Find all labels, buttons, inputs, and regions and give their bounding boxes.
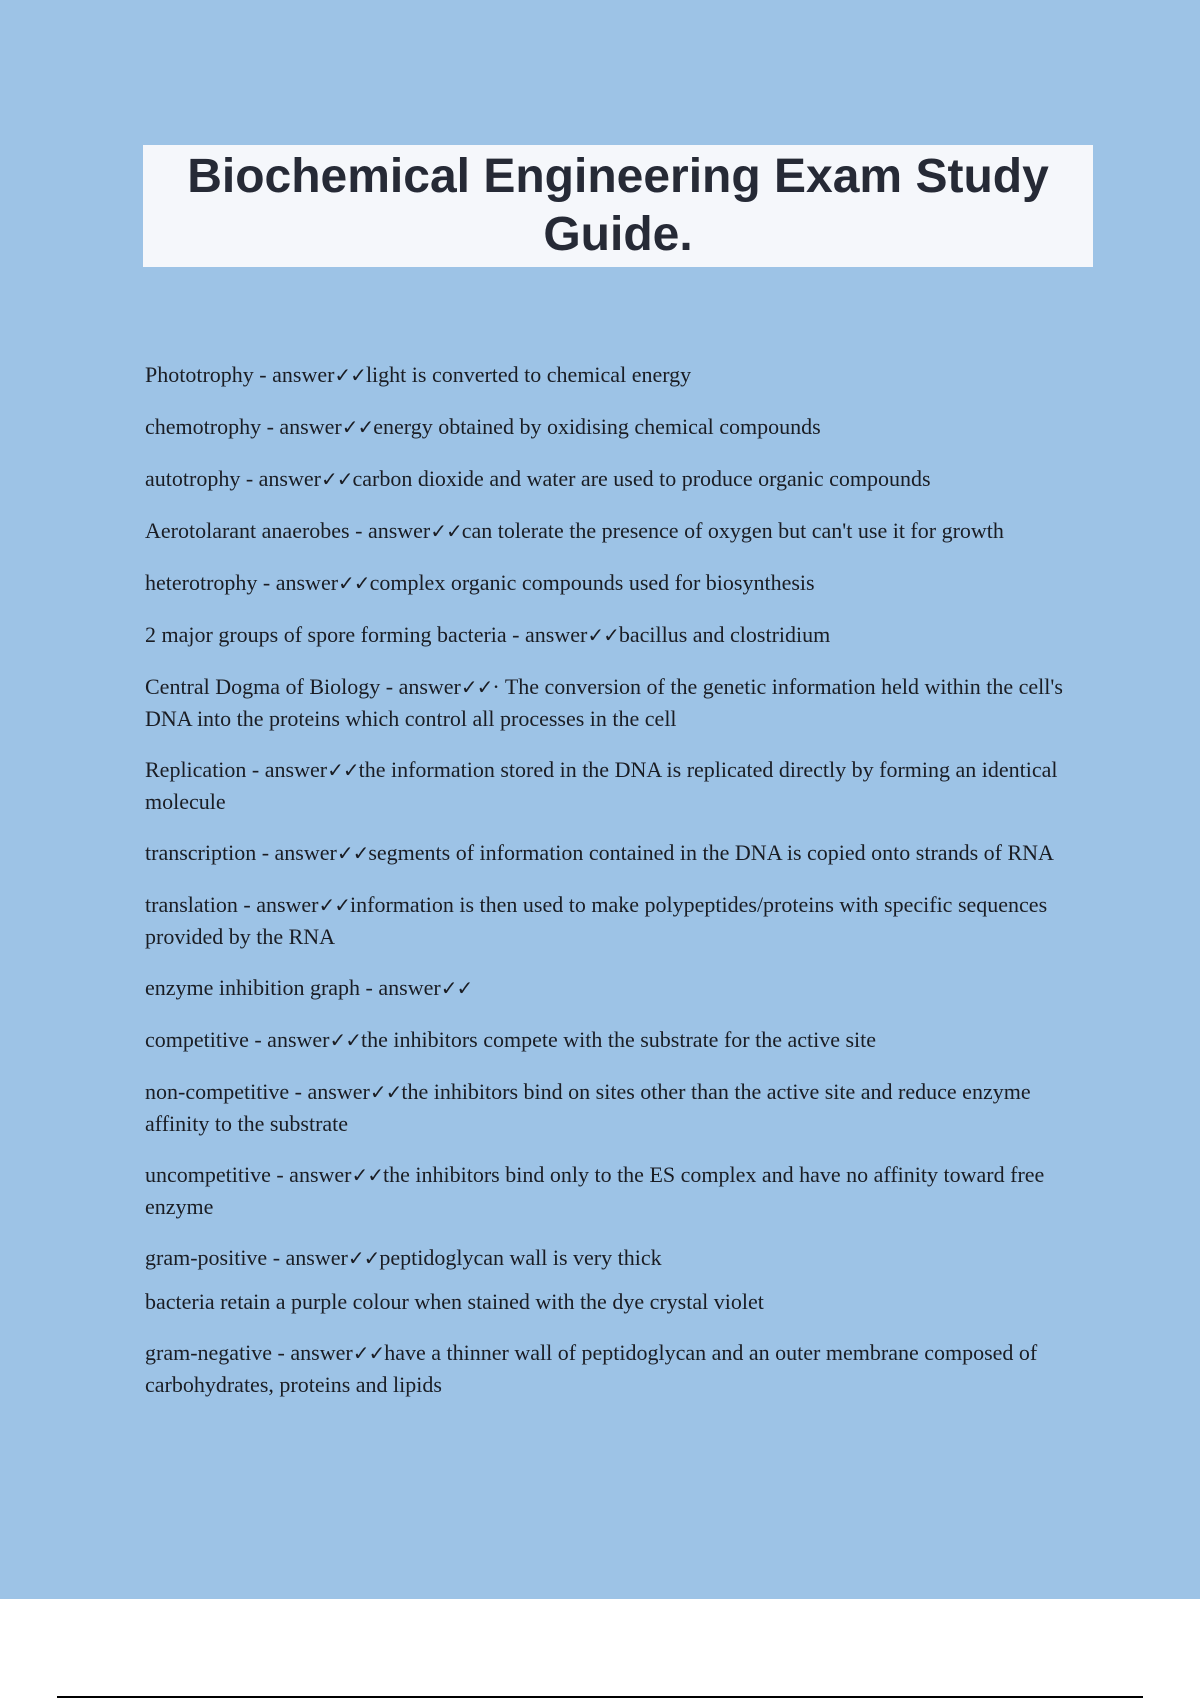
entry-chemotrophy	[145, 411, 1080, 443]
entry-term: gram-positive - answer	[145, 1245, 348, 1270]
title-box	[143, 145, 1093, 267]
entry-replication	[145, 754, 1080, 817]
double-check-icon: ✓✓	[352, 1341, 385, 1365]
double-check-icon: ✓✓	[369, 1080, 402, 1104]
double-check-icon: ✓✓	[318, 893, 351, 917]
entry-aerotolerant-anaerobes	[145, 515, 1080, 547]
entry-competitive	[145, 1024, 1080, 1056]
entry-transcription	[145, 837, 1080, 869]
entry-enzyme-inhibition-graph	[145, 972, 1080, 1004]
entry-definition: the inhibitors compete with the substrate for the active site	[361, 1027, 877, 1052]
entry-definition: carbon dioxide and water are used to produce organic compounds	[352, 466, 931, 491]
entry-spore-forming-bacteria	[145, 619, 1080, 651]
entry-term: Phototrophy - answer	[145, 362, 335, 387]
double-check-icon: ✓✓	[341, 415, 374, 439]
entry-term: uncompetitive - answer	[145, 1162, 352, 1187]
double-check-icon: ✓✓	[334, 363, 366, 387]
entry-definition: energy obtained by oxidising chemical compounds	[373, 414, 821, 439]
entry-definition: the information stored in the DNA is replicated directly by forming an identical molecule	[145, 757, 1058, 814]
entry-definition: have a thinner wall of peptidoglycan and an outer membrane composed of carbohydrates, proteins and lipids	[145, 1340, 1038, 1397]
double-check-icon: ✓✓	[460, 675, 493, 699]
double-check-icon: ✓✓	[320, 467, 353, 491]
entry-definition: · The conversion of the genetic information held within the cell's DNA into the proteins which control all processes in the cell	[145, 674, 1063, 731]
double-check-icon: ✓✓	[336, 841, 369, 865]
entry-term: 2 major groups of spore forming bacteria - answer	[145, 622, 588, 647]
entry-term: heterotrophy - answer	[145, 570, 339, 595]
entry-central-dogma	[145, 671, 1080, 734]
entry-definition: complex organic compounds used for biosynthesis	[369, 570, 815, 595]
double-check-icon: ✓✓	[440, 976, 473, 1000]
entry-term: chemotrophy - answer	[145, 414, 342, 439]
entry-definition: the inhibitors bind on sites other than the active site and reduce enzyme affinity to the substrate	[145, 1079, 1031, 1136]
entry-uncompetitive	[145, 1159, 1080, 1222]
entry-term: non-competitive - answer	[145, 1079, 370, 1104]
double-check-icon: ✓✓	[327, 758, 359, 782]
entry-term: translation - answer	[145, 892, 319, 917]
entry-term: competitive - answer	[145, 1027, 330, 1052]
entry-phototrophy	[145, 359, 1080, 391]
entry-definition: light is converted to chemical energy	[365, 362, 692, 387]
double-check-icon: ✓✓	[351, 1163, 384, 1187]
entry-definition: peptidoglycan wall is very thick	[379, 1245, 662, 1270]
entry-term: transcription - answer	[145, 840, 337, 865]
entry-term: Aerotolarant anaerobes - answer	[145, 518, 431, 543]
entry-gram-positive	[145, 1242, 1080, 1274]
footer-divider	[57, 1696, 1143, 1698]
entry-translation	[145, 889, 1080, 952]
entry-term: Replication - answer	[145, 757, 328, 782]
double-check-icon: ✓✓	[329, 1028, 362, 1052]
entry-term: enzyme inhibition graph - answer	[145, 975, 441, 1000]
entry-definition: information is then used to make polypeptides/proteins with specific sequences provided by the RNA	[145, 892, 1048, 949]
entry-gram-positive-note	[145, 1286, 1080, 1317]
entry-definition: the inhibitors bind only to the ES complex and have no affinity toward free enzyme	[145, 1162, 1045, 1219]
entry-definition: segments of information contained in the DNA is copied onto strands of RNA	[368, 840, 1054, 865]
entry-list	[145, 359, 1080, 1420]
double-check-icon: ✓✓	[347, 1246, 380, 1270]
entry-gram-negative	[145, 1337, 1080, 1400]
entry-term: Central Dogma of Biology - answer	[145, 674, 461, 699]
entry-term: autotrophy - answer	[145, 466, 321, 491]
entry-text: bacteria retain a purple colour when stained with the dye crystal violet	[145, 1289, 764, 1314]
entry-heterotrophy	[145, 567, 1080, 599]
double-check-icon: ✓✓	[430, 519, 462, 543]
entry-definition: can tolerate the presence of oxygen but can't use it for growth	[461, 518, 1004, 543]
double-check-icon: ✓✓	[587, 623, 619, 647]
entry-definition: bacillus and clostridium	[618, 622, 831, 647]
entry-term: gram-negative - answer	[145, 1340, 353, 1365]
entry-autotrophy	[145, 463, 1080, 495]
page-title: Biochemical Engineering Exam Study Guide.	[187, 150, 1049, 261]
double-check-icon: ✓✓	[338, 571, 370, 595]
entry-non-competitive	[145, 1076, 1080, 1139]
